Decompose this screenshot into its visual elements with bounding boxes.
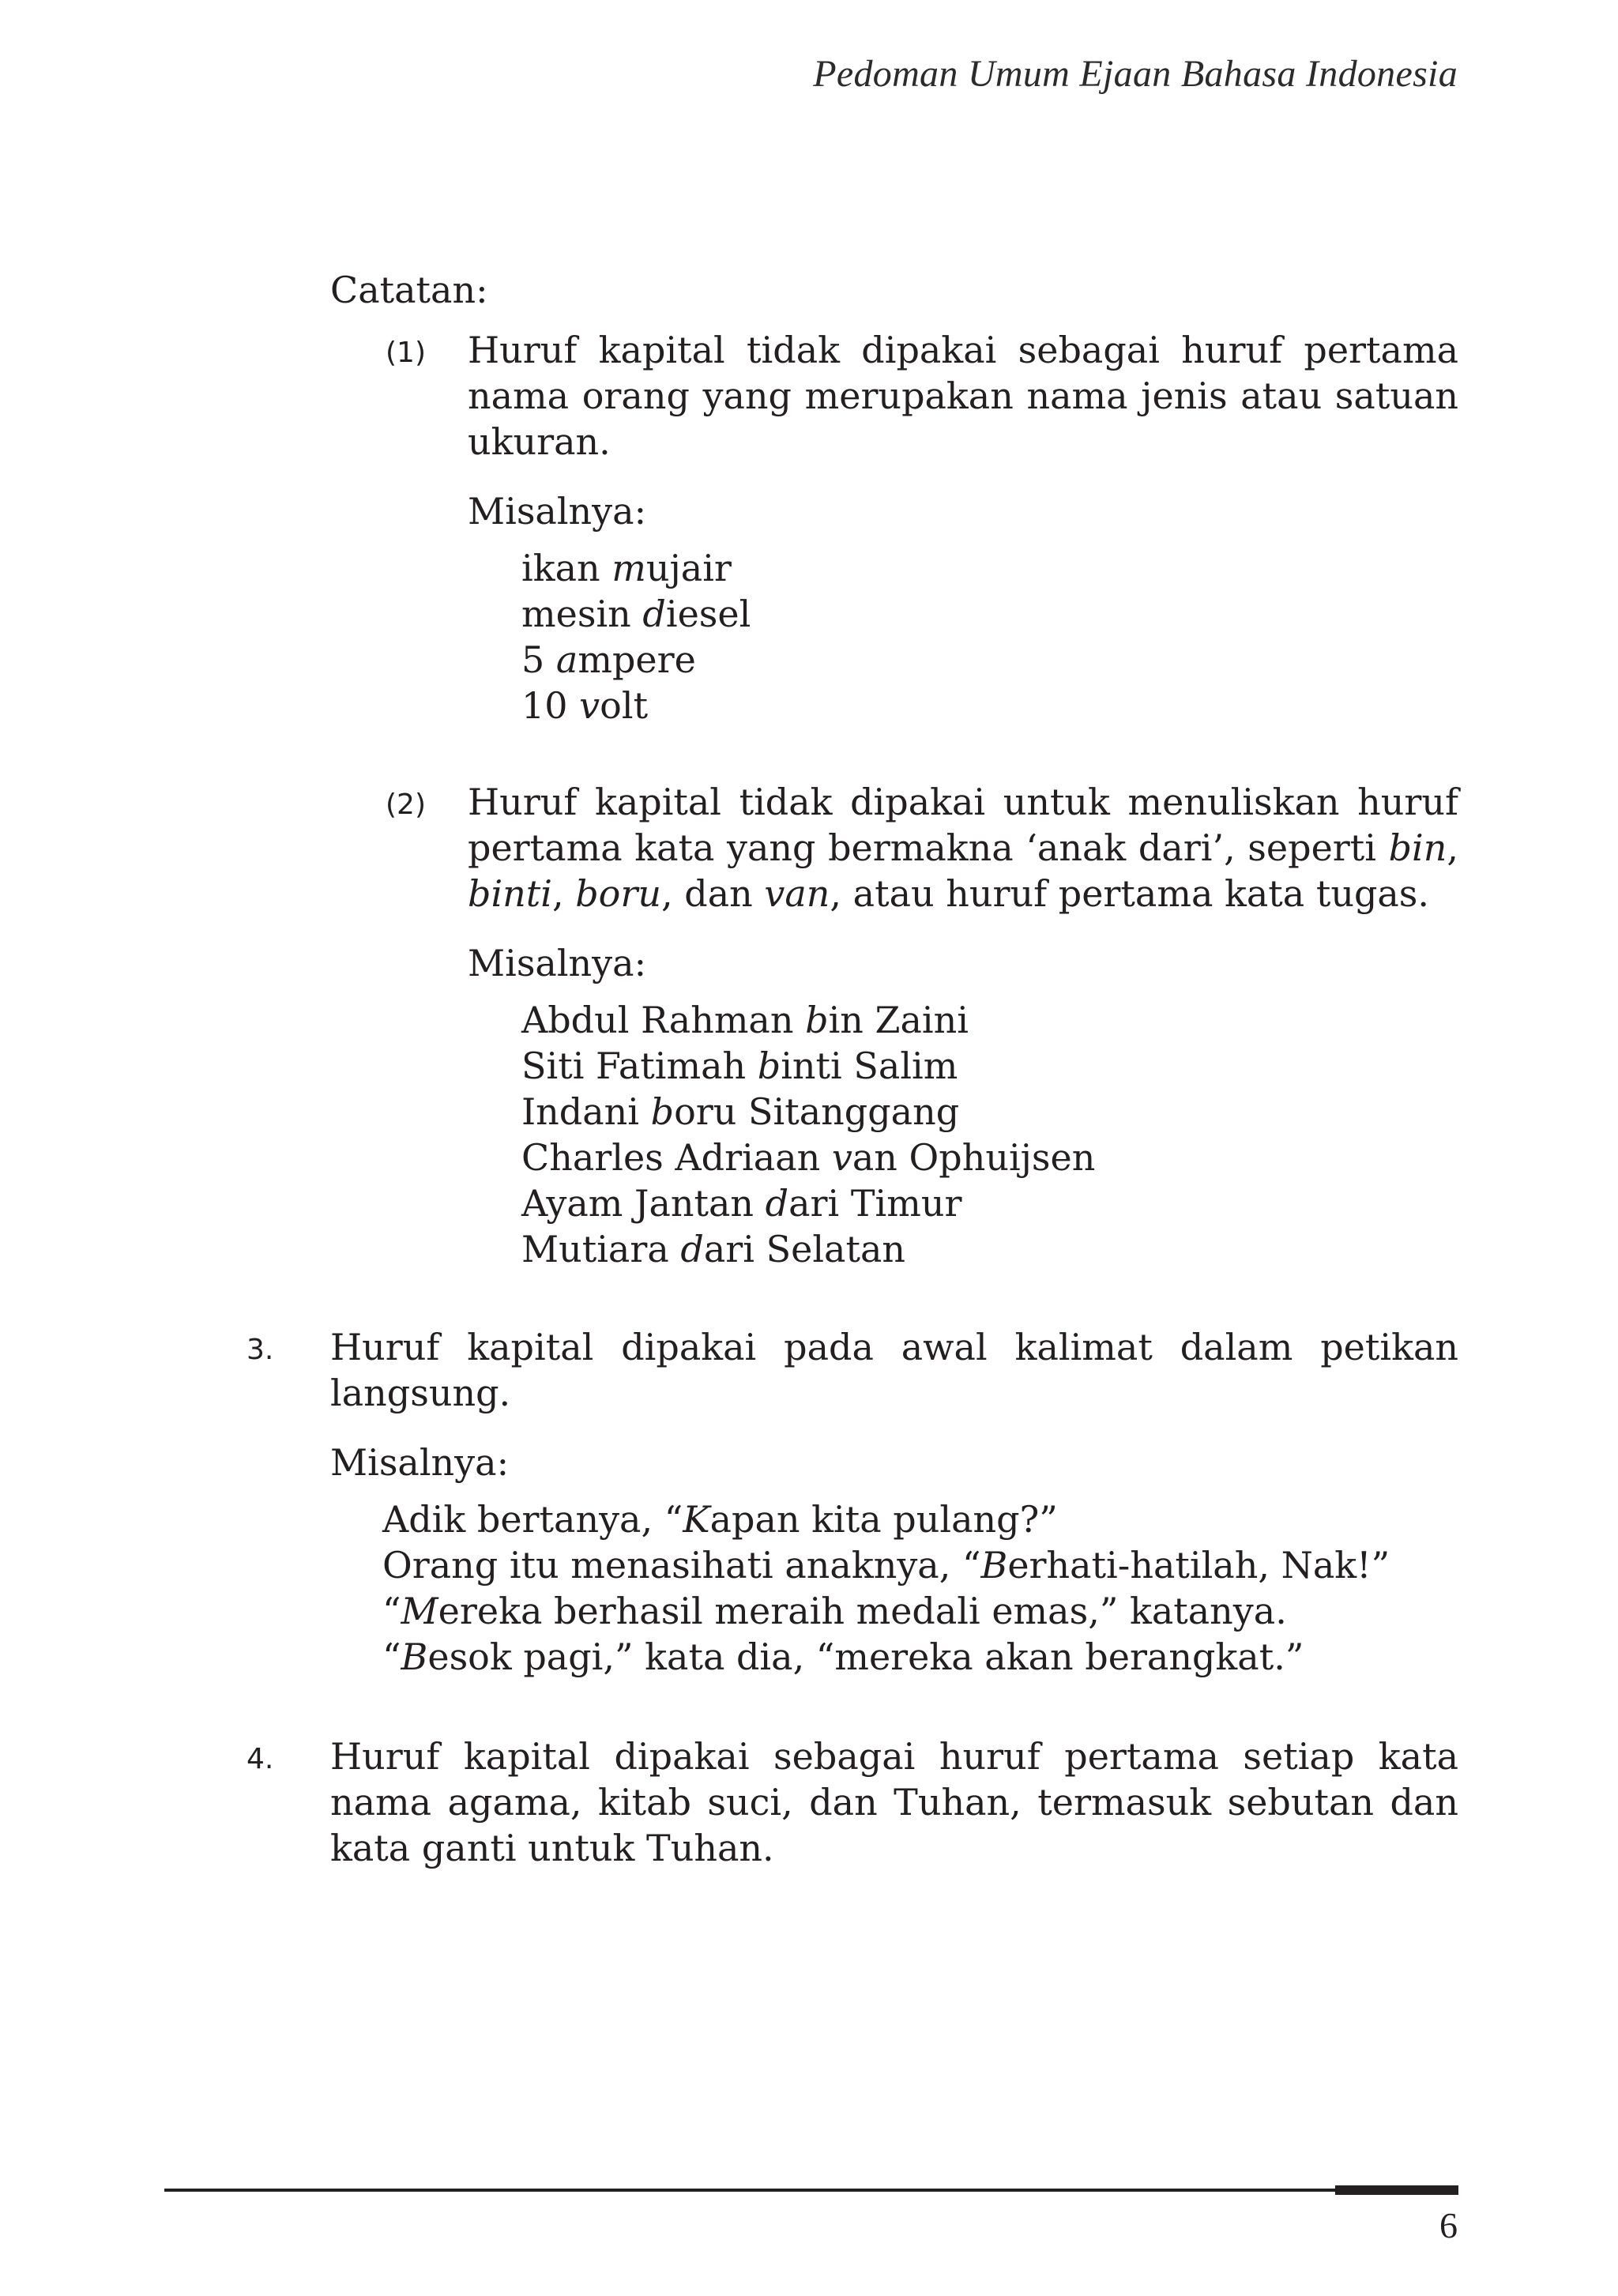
example-line: ikan mujair bbox=[521, 547, 732, 589]
example-line: 10 volt bbox=[521, 684, 649, 727]
note-2-number: (2) bbox=[386, 789, 426, 821]
example-line: Indani boru Sitanggang bbox=[521, 1090, 960, 1133]
example-line: Charles Adriaan van Ophuijsen bbox=[521, 1136, 1096, 1179]
page-number: 6 bbox=[1439, 2205, 1458, 2245]
example-line: Orang itu menasihati anaknya, “Berhati-hatilah, Nak!” bbox=[382, 1544, 1390, 1586]
note-1-example-label: Misalnya: bbox=[468, 490, 647, 533]
note-1-example-list bbox=[521, 545, 751, 728]
example-line: “Besok pagi,” kata dia, “mereka akan berangkat.” bbox=[382, 1635, 1304, 1678]
example-line: mesin diesel bbox=[521, 593, 751, 635]
note-1-number: (1) bbox=[386, 337, 426, 369]
rule-3-text: Huruf kapital dipakai pada awal kalimat dalam petikan langsung. bbox=[330, 1326, 1458, 1414]
note-1-text: Huruf kapital tidak dipakai sebagai huruf pertama nama orang yang merupakan nama jenis atau satuan ukuran. bbox=[468, 329, 1458, 463]
rule-4-number: 4. bbox=[246, 1743, 274, 1775]
footer-rule bbox=[164, 2189, 1458, 2192]
catatan-heading: Catatan: bbox=[330, 269, 488, 311]
rule-4-text: Huruf kapital dipakai sebagai huruf pertama setiap kata nama agama, kitab suci, dan Tuhan, termasuk sebutan dan kata ganti untuk Tuhan. bbox=[330, 1735, 1458, 1869]
example-line: Abdul Rahman bin Zaini bbox=[521, 999, 969, 1041]
rule-3-number: 3. bbox=[246, 1334, 274, 1366]
example-line: 5 ampere bbox=[521, 638, 696, 681]
rule-3-example-label: Misalnya: bbox=[330, 1441, 510, 1484]
note-2-text: Huruf kapital tidak dipakai untuk menuliskan huruf pertama kata yang bermakna ‘anak dari’, seperti bin, binti, boru, dan van, atau huruf pertama kata tugas. bbox=[468, 781, 1458, 915]
rule-3-example-list bbox=[382, 1496, 1390, 1680]
footer-rule-accent bbox=[1335, 2185, 1458, 2195]
example-line: Mutiara dari Selatan bbox=[521, 1228, 905, 1270]
note-2-example-list bbox=[521, 997, 1095, 1272]
example-line: Ayam Jantan dari Timur bbox=[521, 1182, 962, 1225]
note-2-example-label: Misalnya: bbox=[468, 942, 647, 984]
running-title: Pedoman Umum Ejaan Bahasa Indonesia bbox=[813, 53, 1458, 95]
example-line: Siti Fatimah binti Salim bbox=[521, 1044, 958, 1087]
example-line: Adik bertanya, “Kapan kita pulang?” bbox=[382, 1498, 1058, 1541]
example-line: “Mereka berhasil meraih medali emas,” katanya. bbox=[382, 1590, 1287, 1632]
